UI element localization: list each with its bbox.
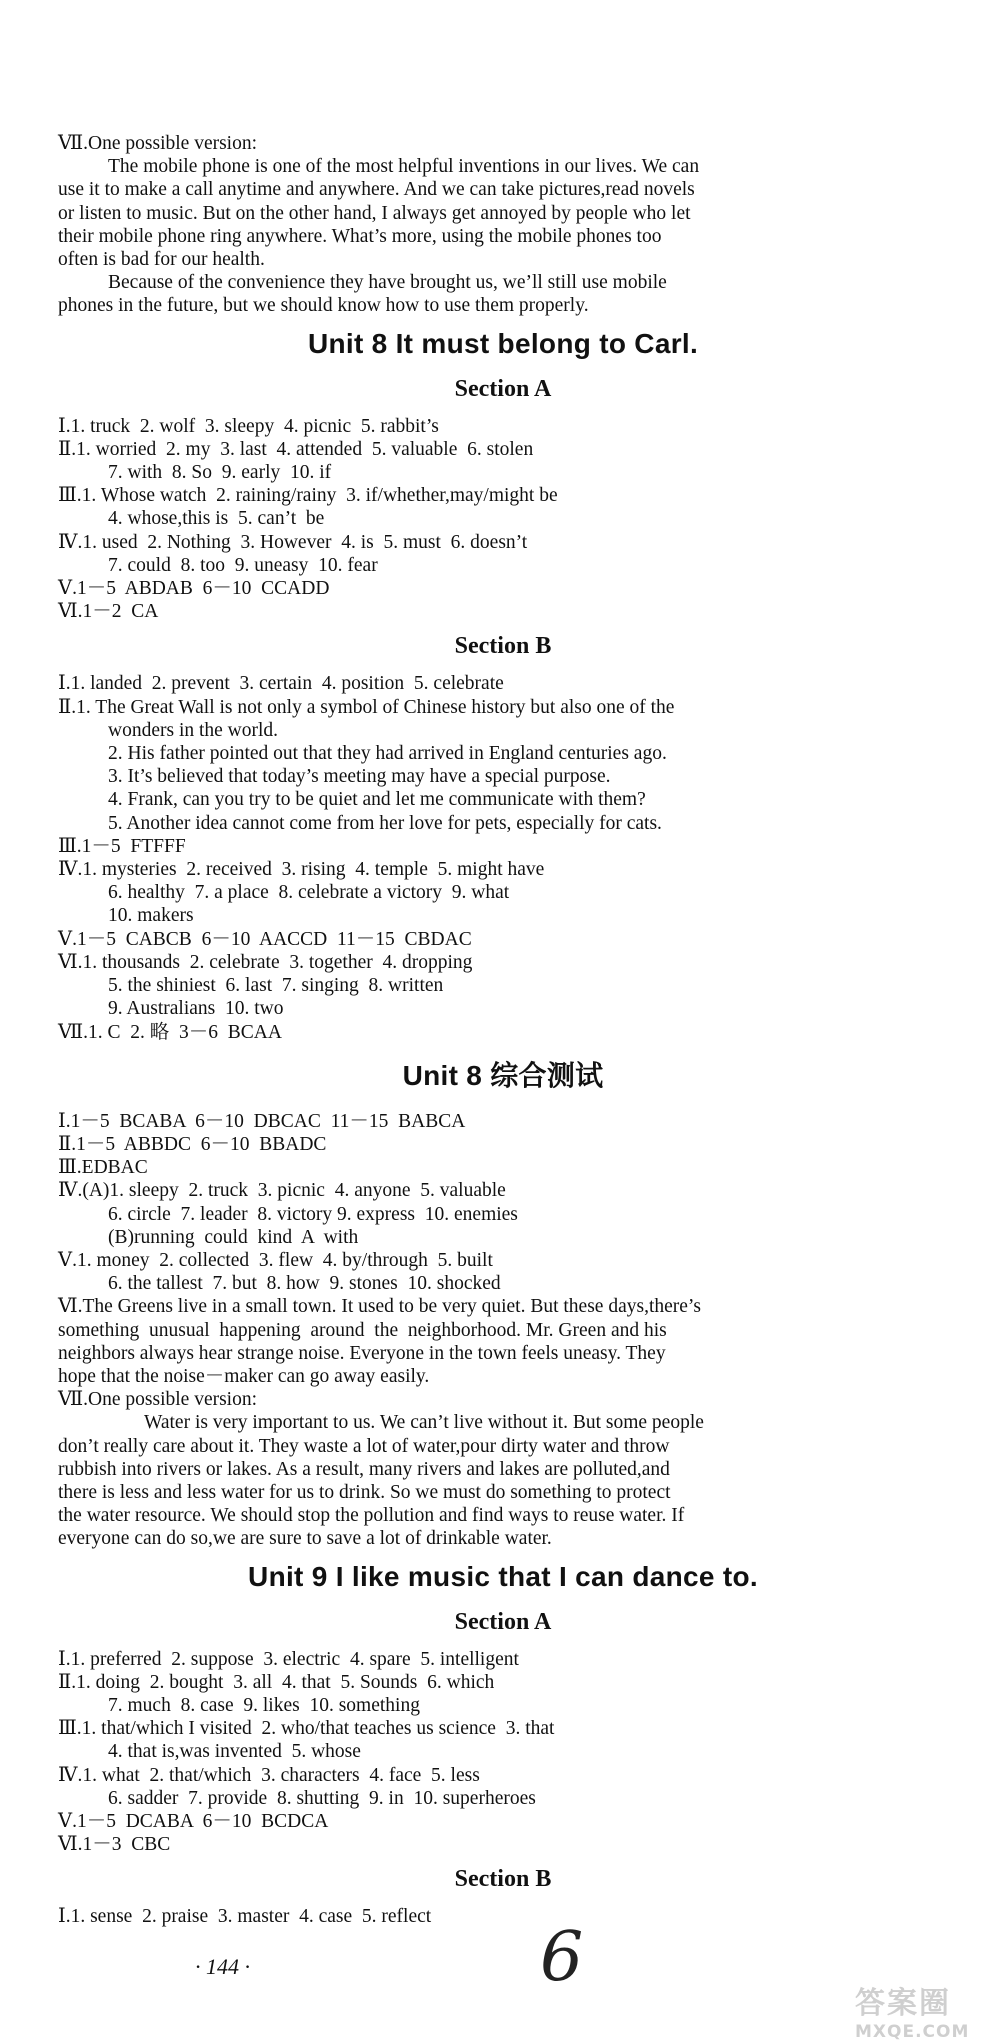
answer-line: Ⅴ.1－5 DCABA 6－10 BCDCA — [58, 1810, 329, 1832]
section-title: Section B — [454, 633, 552, 660]
answer-line: The mobile phone is one of the most helpful inventions in our lives. We can — [108, 156, 700, 178]
answer-line: Ⅵ.The Greens live in a small town. It used to be very quiet. But these days,there’s — [58, 1296, 701, 1318]
answer-line: 6. the tallest 7. but 8. how 9. stones 10. shocked — [108, 1273, 501, 1295]
answer-line: Ⅱ.1. doing 2. bought 3. all 4. that 5. Sounds 6. which — [58, 1671, 495, 1693]
answer-line: Ⅲ.1. that/which I visited 2. who/that teaches us science 3. that — [58, 1718, 555, 1740]
answer-line: 6. sadder 7. provide 8. shutting 9. in 10. superheroes — [108, 1787, 536, 1809]
answer-line: neighbors always hear strange noise. Everyone in the town feels uneasy. They — [58, 1342, 666, 1364]
answer-line: rubbish into rivers or lakes. As a result, many rivers and lakes are polluted,and — [58, 1458, 670, 1480]
answer-line: hope that the noise－maker can go away easily. — [58, 1365, 430, 1387]
answer-line: Ⅳ.1. what 2. that/which 3. characters 4. face 5. less — [58, 1764, 480, 1786]
answer-line: Ⅵ.1－2 CA — [58, 601, 159, 623]
answer-line: the water resource. We should stop the pollution and find ways to reuse water. If — [58, 1505, 685, 1527]
answer-line: Ⅳ.1. used 2. Nothing 3. However 4. is 5. must 6. doesn’t — [58, 531, 528, 553]
section-title: Section A — [454, 1608, 552, 1635]
answer-line: Ⅰ.1. preferred 2. suppose 3. electric 4. spare 5. intelligent — [58, 1648, 519, 1670]
answer-line: Ⅳ.(A)1. sleepy 2. truck 3. picnic 4. anyone 5. valuable — [58, 1180, 506, 1202]
answer-line: Ⅰ.1. sense 2. praise 3. master 4. case 5. reflect — [58, 1906, 432, 1928]
answer-line: phones in the future, but we should know how to use them properly. — [58, 295, 589, 317]
answer-line: 5. Another idea cannot come from her love for pets, especially for cats. — [108, 812, 662, 834]
answer-line: 4. Frank, can you try to be quiet and let me communicate with them? — [108, 789, 646, 811]
answer-line: 2. His father pointed out that they had arrived in England centuries ago. — [108, 743, 667, 765]
answer-line: don’t really care about it. They waste a lot of water,pour dirty water and throw — [58, 1435, 670, 1457]
answer-content — [58, 132, 948, 1929]
section-title: Section A — [454, 375, 552, 402]
answer-line: Ⅴ.1－5 ABDAB 6－10 CCADD — [58, 578, 330, 600]
answer-line: wonders in the world. — [108, 719, 279, 741]
answer-line: Because of the convenience they have brought us, we’ll still use mobile — [108, 272, 667, 294]
answer-line: Ⅰ.1. truck 2. wolf 3. sleepy 4. picnic 5. rabbit’s — [58, 415, 439, 437]
unit-title: Unit 9 I like music that I can dance to. — [248, 1560, 758, 1592]
answer-line: Ⅱ.1. worried 2. my 3. last 4. attended 5. valuable 6. stolen — [58, 438, 534, 460]
answer-line: everyone can do so,we are sure to save a lot of drinkable water. — [58, 1528, 552, 1550]
answer-line: Ⅲ.1. Whose watch 2. raining/rainy 3. if/whether,may/might be — [58, 485, 558, 507]
watermark-text: 答案圈 — [855, 1986, 951, 2021]
answer-line: Ⅴ.1. money 2. collected 3. flew 4. by/through 5. built — [58, 1249, 493, 1271]
answer-line: 4. that is,was invented 5. whose — [108, 1741, 361, 1763]
answer-line: their mobile phone ring anywhere. What’s more, using the mobile phones too — [58, 225, 662, 247]
answer-line: Ⅶ.One possible version: — [58, 133, 258, 154]
answer-line: 5. the shiniest 6. last 7. singing 8. written — [108, 975, 444, 997]
answer-line: 4. whose,this is 5. can’t be — [108, 508, 325, 530]
answer-line: 7. much 8. case 9. likes 10. something — [108, 1694, 420, 1716]
answer-line: Ⅶ.One possible version: — [58, 1389, 258, 1411]
answer-line: Ⅵ.1. thousands 2. celebrate 3. together 4. dropping — [58, 951, 473, 973]
page-number: · 144 · — [195, 1954, 250, 1979]
answer-line: there is less and less water for us to drink. So we must do something to protect — [58, 1481, 671, 1503]
answer-line: Ⅰ.1. landed 2. prevent 3. certain 4. position 5. celebrate — [58, 673, 504, 695]
answer-line: use it to make a call anytime and anywhere. And we can take pictures,read novels — [58, 179, 695, 201]
answer-line: often is bad for our health. — [58, 249, 265, 271]
answer-line: Water is very important to us. We can’t live without it. But some people — [144, 1412, 704, 1434]
answer-line: Ⅵ.1－3 CBC — [58, 1834, 171, 1856]
watermark-logo — [855, 1978, 995, 2040]
answer-line: Ⅰ.1－5 BCABA 6－10 DBCAC 11－15 BABCA — [58, 1110, 466, 1132]
answer-line: Ⅲ.EDBAC — [58, 1157, 148, 1179]
answer-line: 7. with 8. So 9. early 10. if — [108, 462, 332, 484]
answer-line: 10. makers — [108, 905, 194, 927]
answer-line: 3. It’s believed that today’s meeting may have a special purpose. — [108, 766, 611, 788]
answer-line: 6. circle 7. leader 8. victory 9. express 10. enemies — [108, 1203, 518, 1225]
answer-line: Ⅲ.1－5 FTFFF — [58, 835, 186, 857]
answer-line: Ⅳ.1. mysteries 2. received 3. rising 4. temple 5. might have — [58, 859, 545, 881]
unit-title: Unit 8 综合测试 — [402, 1059, 604, 1091]
watermark-url: MXQE.COM — [855, 2022, 970, 2042]
unit-title: Unit 8 It must belong to Carl. — [307, 327, 699, 359]
answer-line: Ⅶ.1. C 2. 略 3－6 BCAA — [58, 1021, 282, 1043]
answer-line: Ⅱ.1－5 ABBDC 6－10 BBADC — [58, 1133, 327, 1155]
answer-line: Ⅱ.1. The Great Wall is not only a symbol of Chinese history but also one of the — [58, 696, 675, 718]
answer-line: 7. could 8. too 9. uneasy 10. fear — [108, 554, 378, 576]
answer-line: (B)running could kind A with — [108, 1226, 359, 1248]
section-title: Section B — [454, 1866, 552, 1893]
handwritten-mark: 6 — [540, 1918, 584, 1997]
answer-line: or listen to music. But on the other hand, I always get annoyed by people who let — [58, 202, 691, 224]
answer-line: Ⅴ.1－5 CABCB 6－10 AACCD 11－15 CBDAC — [58, 928, 472, 950]
answer-line: 9. Australians 10. two — [108, 998, 284, 1020]
answer-line: 6. healthy 7. a place 8. celebrate a victory 9. what — [108, 882, 510, 904]
answer-line: something unusual happening around the neighborhood. Mr. Green and his — [58, 1319, 667, 1341]
